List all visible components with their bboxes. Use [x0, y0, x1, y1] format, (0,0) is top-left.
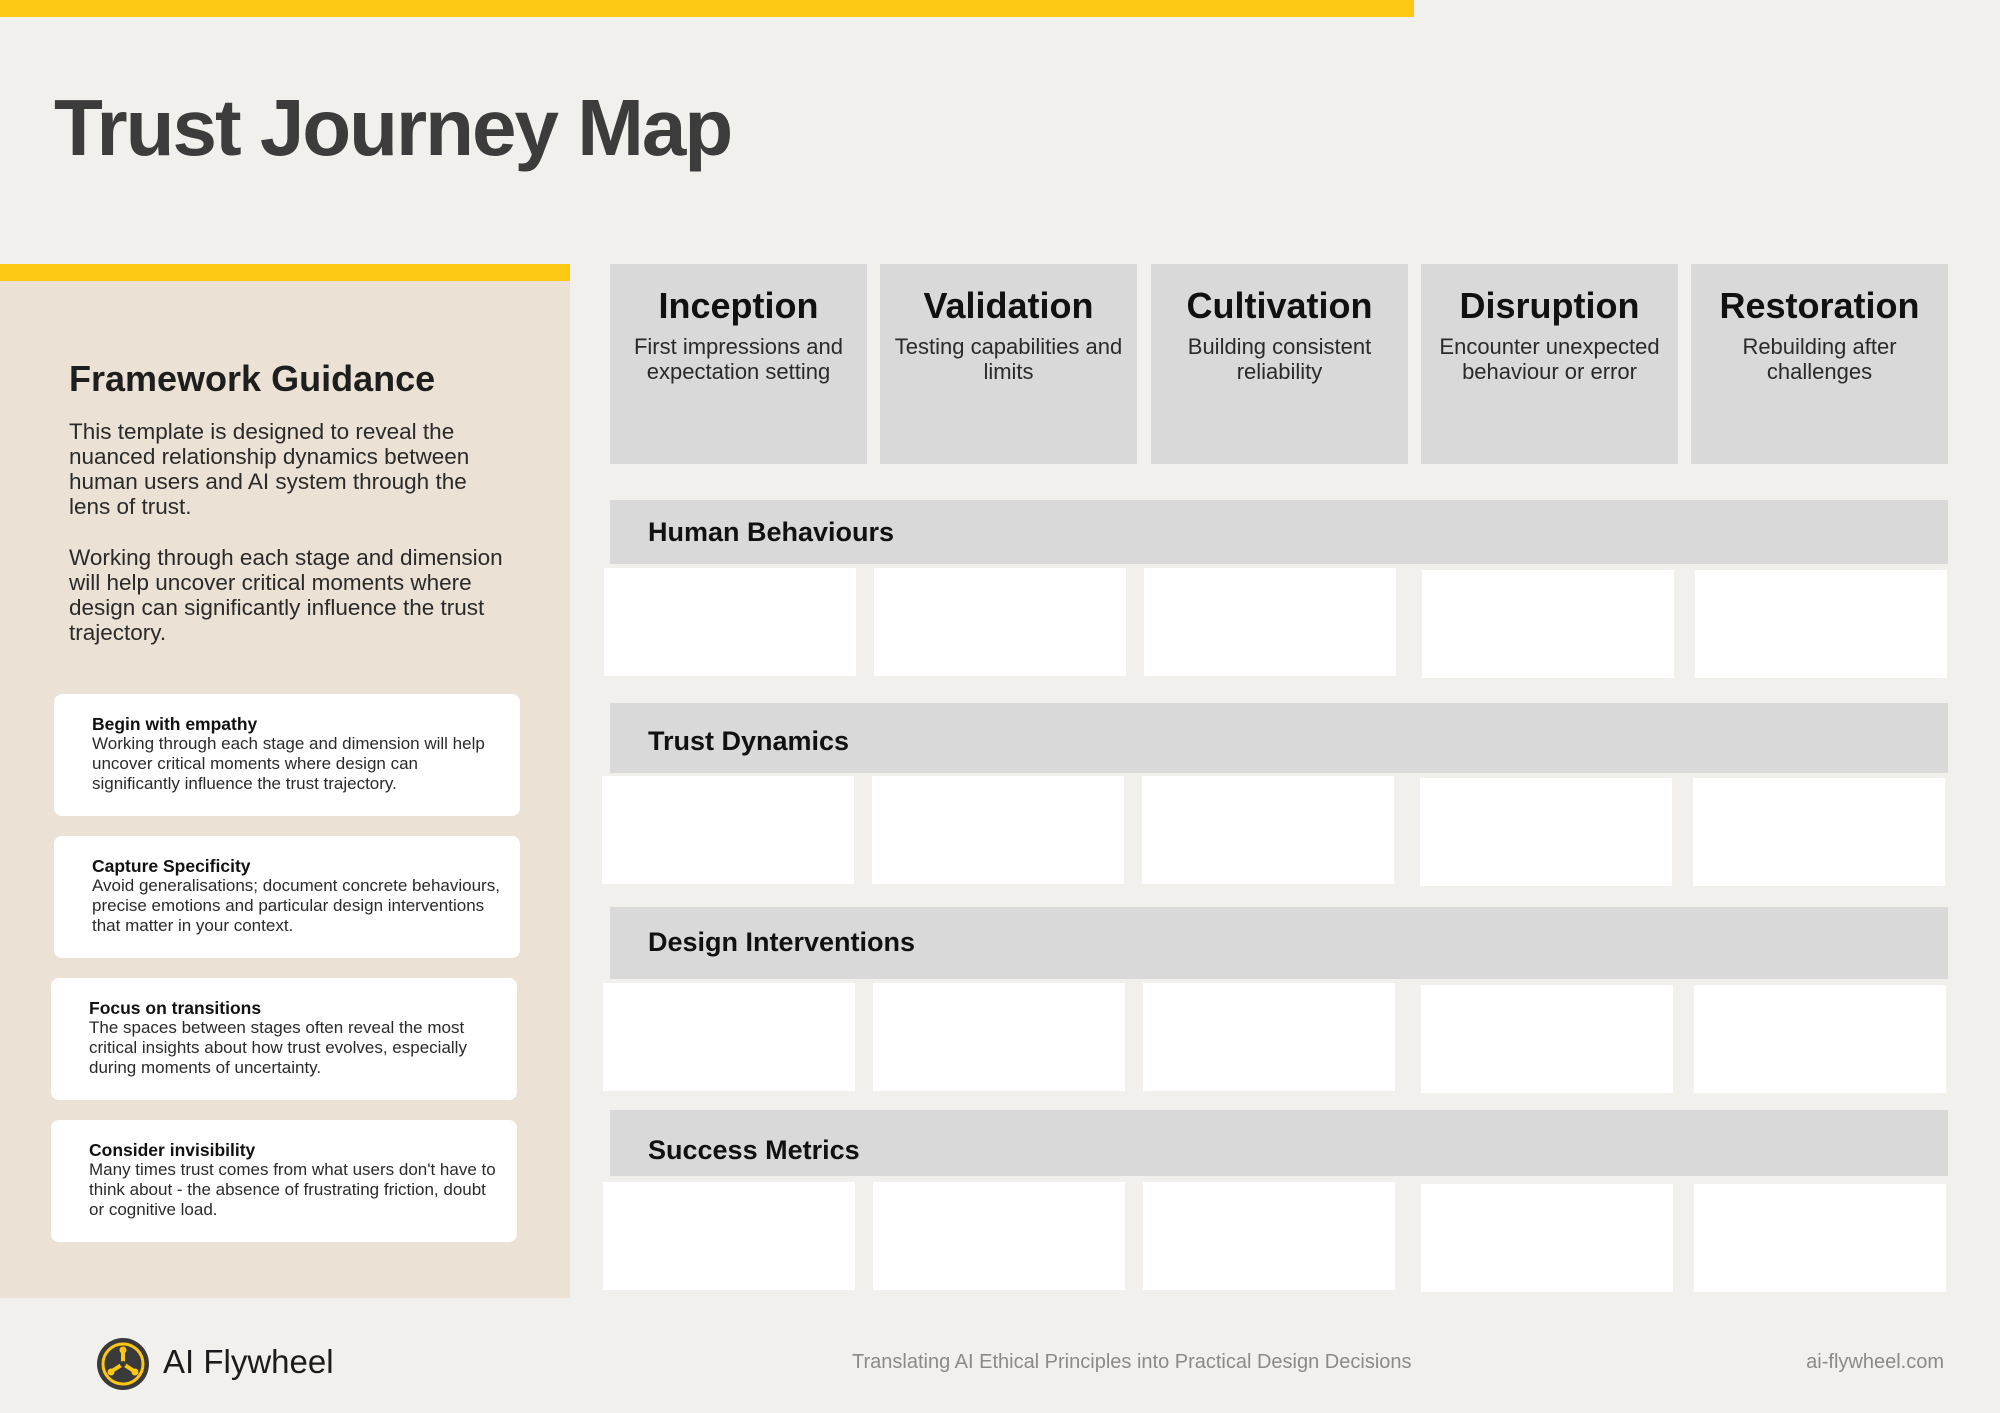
- journey-cell[interactable]: [1420, 778, 1672, 886]
- brand-name: AI Flywheel: [163, 1343, 334, 1380]
- journey-cell[interactable]: [1694, 985, 1946, 1093]
- guidance-paragraph: Working through each stage and dimension will help uncover critical moments where design can significantly influence the trust trajectory.: [69, 545, 503, 645]
- tip-body: The spaces between stages often reveal the most critical insights about how trust evolves, especially during moments of uncertainty.: [89, 1018, 467, 1077]
- stage-header-restoration: [1691, 264, 1948, 464]
- top-accent-bar: [0, 0, 1414, 17]
- tip-title: Capture Specificity: [92, 856, 251, 876]
- stage-description: Building consistent reliability: [1187, 334, 1372, 384]
- stage-description: First impressions and expectation setting: [633, 334, 844, 384]
- tip-card: [54, 694, 520, 816]
- journey-cell[interactable]: [1695, 570, 1947, 678]
- stage-description: Encounter unexpected behaviour or error: [1439, 334, 1660, 384]
- guidance-title: Framework Guidance: [69, 358, 436, 399]
- tip-body: Avoid generalisations; document concrete behaviours, precise emotions and particular design interventions that matter in your context.: [92, 876, 500, 935]
- journey-cell[interactable]: [1421, 1184, 1673, 1292]
- guidance-accent-bar: [0, 264, 570, 281]
- dimension-bar-success-metrics: Success Metrics: [610, 1110, 1948, 1176]
- journey-cell[interactable]: [872, 776, 1124, 884]
- journey-cell[interactable]: [603, 983, 855, 1091]
- journey-cell[interactable]: [1693, 778, 1945, 886]
- journey-cell[interactable]: [1143, 1182, 1395, 1290]
- journey-cell[interactable]: [1142, 776, 1394, 884]
- journey-cell[interactable]: [873, 1182, 1125, 1290]
- journey-cell[interactable]: [1144, 568, 1396, 676]
- stage-name: Restoration: [1719, 285, 1920, 326]
- stage-name: Disruption: [1459, 285, 1640, 326]
- flywheel-logo-icon: [96, 1337, 150, 1391]
- tip-card: [51, 1120, 517, 1242]
- dimension-bar-human-behaviours: Human Behaviours: [610, 500, 1948, 564]
- journey-cell[interactable]: [874, 568, 1126, 676]
- stage-description: Rebuilding after challenges: [1742, 334, 1897, 384]
- journey-cell[interactable]: [1421, 985, 1673, 1093]
- journey-cell[interactable]: [1143, 983, 1395, 1091]
- tip-title: Begin with empathy: [92, 714, 258, 734]
- tip-body: Many times trust comes from what users don't have to think about - the absence of frustrating friction, doubt or cognitive load.: [89, 1160, 496, 1219]
- tip-title: Focus on transitions: [89, 998, 262, 1018]
- stage-header-cultivation: [1151, 264, 1408, 464]
- website-link[interactable]: ai-flywheel.com: [1806, 1351, 1944, 1373]
- stage-name: Inception: [658, 285, 819, 326]
- journey-cell[interactable]: [1694, 1184, 1946, 1292]
- guidance-paragraph: This template is designed to reveal the nuanced relationship dynamics between human users and AI system through the lens of trust.: [69, 419, 470, 519]
- tip-card: [51, 978, 517, 1100]
- tip-body: Working through each stage and dimension will help uncover critical moments where design can significantly influence the trust trajectory.: [92, 734, 485, 793]
- page-title: Trust Journey Map: [54, 83, 732, 172]
- dimension-bar-trust-dynamics: Trust Dynamics: [610, 703, 1948, 773]
- stage-header-disruption: [1421, 264, 1678, 464]
- journey-cell[interactable]: [603, 1182, 855, 1290]
- journey-cell[interactable]: [602, 776, 854, 884]
- tip-title: Consider invisibility: [89, 1140, 256, 1160]
- dimension-bar-design-interventions: Design Interventions: [610, 907, 1948, 979]
- stage-header-inception: [610, 264, 867, 464]
- stage-name: Cultivation: [1186, 285, 1373, 326]
- journey-cell[interactable]: [604, 568, 856, 676]
- stage-header-validation: [880, 264, 1137, 464]
- stage-description: Testing capabilities and limits: [894, 334, 1123, 384]
- footer-tagline: Translating AI Ethical Principles into Practical Design Decisions: [852, 1351, 1412, 1373]
- journey-cell[interactable]: [1422, 570, 1674, 678]
- journey-cell[interactable]: [873, 983, 1125, 1091]
- stage-name: Validation: [923, 285, 1094, 326]
- tip-card: [54, 836, 520, 958]
